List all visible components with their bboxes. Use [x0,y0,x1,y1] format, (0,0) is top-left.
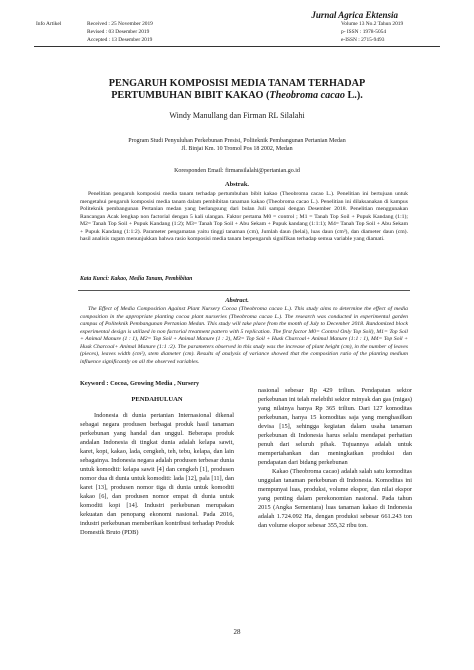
title-line-1: PENGARUH KOMPOSISI MEDIA TANAM TERHADAP [108,78,366,89]
title-line-2-post: L.). [344,90,363,101]
abstract-body: The Effect of Media Composition Against Plant Nursery Cocoa (Theobroma cacao L.). This study aims to determine the effect of media composition in the appropriate planting cocoa plant nurseries (Theobroma cacao L.). The research was conducted in experimental garden campus of Politeknik Pembangunan Pertanian Medan. This study will take place from the month of July to December 2018. Randomized block experimental design is utilized in non factorial treatment pattern with 5 replication. The first factor M0= Control Only Top Soil), M1= Top Soil + Animal Manure (1 : 1), M2= Top Soil + Animal Manure (1 : 2), M3= Top Soil + Husk Charcoal+ Animal Manure (1:1 : 1), M4= Top Soil + Husk Charcoal+ Animal Manure (1:1 :2). The parameters observed in this study was the increase of plant height (cm), in the number of leaves (pieces), leaves width (cm²), stem diameter (cm). Results of analysis of variance showed that the composition ratio of the planting medium influence significantly on all the observed variables. [80,306,408,365]
keywords: Keyword : Cocoa, Growing Media , Nursery [80,380,200,387]
article-dates [87,20,153,44]
left-column [80,395,234,537]
section-heading-pendahuluan: PENDAHULUAN [131,396,183,403]
abstract-heading: Abstract. [225,297,249,304]
intro-paragraph-2: Kakao (Theobroma cacao) adalah salah satu komoditas unggulan tanaman perkebunan di Indonesia. Komoditas ini mempunyai luas, produksi, volume ekspor, dan nilai ekspor yang penting dalam perekonomian nasional. Pada tahun 2015 (Angka Sementara) luas tanaman kakao di Indonesia adalah 1.724.092 Ha, dengan produksi sebesar 661.243 ton dan volume ekspor sebesar 355,32 ribu ton. [258,468,412,529]
e-issn: e-ISSN : 2715-9493 [341,37,385,43]
received-date: Received : 25 November 2019 [87,21,153,27]
abstrak-heading: Abstrak. [225,181,249,188]
journal-volume-info [341,20,403,44]
title-species: Theobroma cacao [269,90,345,101]
corresponding-email: Koresponden Email: firmansilalahi@pertanian.go.id [174,168,300,174]
abstrak-body: Penelitian pengaruh komposisi media tanam terhadap pertumbuhan bibit kakao (Theobroma cacao L.). Penelitian ini bertujuan untuk mengetahui pengaruh komposisi media tanam dalam pembibitan tanaman kakao (Theobroma cacao L.). Penelitian ini dilaksanakan di kampus Politeknik pembangunan Pertanian medan yang berlangsung dari bulan Juli sampai dengan Desember 2018. Penelitian menggunakan Rancangan Acak lengkap non factorial dengan 5 kali ulangan. Faktor pertama M0 = control ; M1 = Tanah Top Soil + Pupuk Kandang (1:1); M2= Tanah Top Soil + Pupuk Kandang (1:2); M3= Tanah Top Soil + Abu Sekam + Pupuk kandang (1:1:1); M4= Tanah Top Soil + Abu Sekam + Pupuk Kandang (1:1:2). Parameter pengamatan yaitu tinggi tanaman (cm), Jumlah daun (helai), luas daun (cm²), dan diameter daun (cm). hasil analisis ragam menunjukkan bahwa rasio komposisi media tanam berpengaruh signifikan terhadap semua variable yang diamati. [80,191,408,242]
intro-paragraph-1-cont: nasional sebesar Rp 429 triliun. Pendapatan sektor perkebunan ini telah melebihi sektor minyak dan gas (migas) yang nilainya hanya Rp 365 triliun. Dari 127 komoditas perkebunan, hanya 15 komoditas saja yang menghasilkan devisa [15], sehingga kegiatan dalam usaha tanaman perkebunan di Indonesia harus selalu mendapat perhatian penuh dari seluruh pihak. Tujuannya adalah untuk mempertahankan dan meningkatkan produksi dan pendapatan dari bidang perkebunan [258,387,412,466]
p-issn: p- ISSN : 1978-5054 [341,29,387,35]
volume: Volume 13 No.2 Tahun 2019 [341,21,404,27]
affiliation [34,137,440,153]
abstract-divider [78,290,410,291]
title-line-2 [34,90,440,102]
title-line-2-pre: PERTUMBUHAN BIBIT KAKAO ( [111,90,270,101]
accepted-date: Accepted : 13 Desember 2019 [87,37,153,43]
affiliation-line-2: Jl. Binjai Km. 10 Tromol Pos 18 2002, Medan [181,146,293,152]
header-divider [34,46,440,47]
affiliation-line-1: Program Studi Penyuluhan Perkebunan Presisi, Politeknik Pembangunan Pertanian Medan [128,138,346,144]
right-column [258,386,412,530]
paper-title [34,78,440,102]
intro-paragraph-1: Indonesia di dunia pertanian Internasional dikenal sebagai negara produsen berbagai produk hasil tanaman perkebunan yang handal dan unggul. Beberapa produk andalan Indonesia di tingkat dunia adalah kelapa sawit, karet, kopi, kakao, lada, cengkeh, teh, tebu, kelapa, dan lain sebagainya. Indonesia negara adalah produsen terbesar dunia untuk komoditi: kelapa sawit [4] dan cengkeh [1], produsen nomor dua di dunia untuk komoditi: lada [12], pala [11], dan karet [13], produsen nomor tiga di dunia untuk komoditi kakao [6], dan produsen nomor empat di dunia untuk komoditi kopi [14]. Industri perkebunan merupakan kekuatan dan penopang ekonomi nasional. Pada 2016, industri perkebunan memberikan kontribusi terhadap Produk Domestik Bruto (PDB) [80,412,234,536]
revised-date: Revised : 03 Desember 2019 [87,29,150,35]
journal-name: Jurnal Agrica Ektensia [311,10,398,20]
page-number: 28 [233,628,241,636]
kata-kunci: Kata Kunci: Kakao, Media Tanam, Pembibitan [80,276,193,282]
article-info-label: Info Artikel [36,21,62,27]
authors: Windy Manullang dan Firman RL Silalahi [169,111,305,120]
